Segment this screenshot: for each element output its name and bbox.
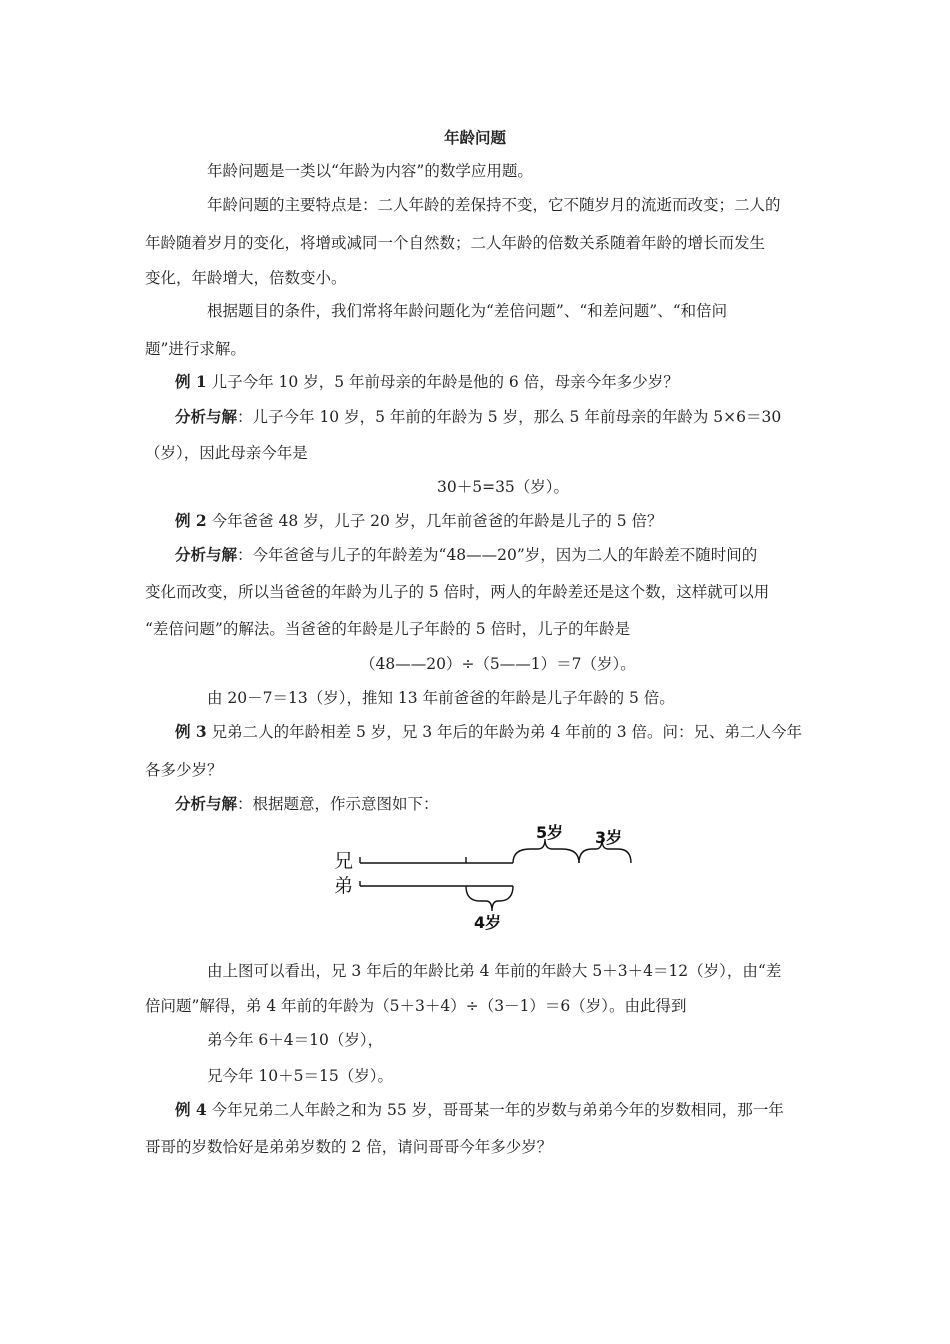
example-4-question-line-2: 哥哥的岁数恰好是弟弟岁数的 2 倍，请问哥哥今年多少岁？ [145, 1138, 553, 1156]
page-title: 年龄问题 [443, 128, 506, 147]
example-1-analysis-text: ：儿子今年 10 岁，5 年前的年龄为 5 岁，那么 5 年前母亲的年龄为 5×6＝30 [237, 408, 782, 426]
intro-paragraph-3-line-2: 题”进行求解。 [145, 340, 246, 358]
example-3-analysis-label: 分析与解 [175, 794, 238, 813]
age-diagram [330, 815, 640, 935]
example-2-question [175, 511, 663, 531]
example-3-label: 例 3 [175, 722, 207, 741]
example-1-question [175, 372, 679, 392]
diagram-line-older [360, 857, 513, 863]
diagram-brace-5 [513, 839, 579, 863]
example-2-question-text: 今年爸爸 48 岁，儿子 20 岁，几年前爸爸的年龄是儿子的 5 倍？ [206, 512, 663, 530]
example-3-question-text: 兄弟二人的年龄相差 5 岁，兄 3 年后的年龄为弟 4 年前的 3 倍。问：兄、弟二人今年 [206, 723, 802, 741]
intro-paragraph-1: 年龄问题是一类以“年龄为内容”的数学应用题。 [207, 162, 533, 180]
example-3-after-line-1: 由上图可以看出，兄 3 年后的年龄比弟 4 年前的年龄大 5＋3＋4＝12（岁），由“差 [207, 962, 782, 980]
example-3-after-line-4: 兄今年 10＋5＝15（岁）。 [207, 1067, 393, 1085]
example-3-after-line-2: 倍问题”解得，弟 4 年前的年龄为（5＋3＋4）÷（3－1）＝6（岁）。由此得到 [145, 997, 687, 1015]
intro-paragraph-2-line-1: 年龄问题的主要特点是：二人年龄的差保持不变，它不随岁月的流逝而改变；二人的 [207, 196, 781, 214]
diagram-label-older: 兄 [334, 850, 354, 872]
example-3-analysis-line-1 [175, 794, 439, 814]
intro-paragraph-2-line-3: 变化，年龄增大，倍数变小。 [145, 269, 347, 287]
diagram-brace-4 [466, 886, 513, 911]
example-3-question-line-1 [175, 722, 802, 742]
example-2-analysis-line-1 [175, 545, 757, 565]
example-2-conclusion: 由 20－7＝13（岁），推知 13 年前爸爸的年龄是儿子年龄的 5 倍。 [207, 689, 675, 707]
example-1-label: 例 1 [175, 372, 207, 391]
example-2-analysis-text: ：今年爸爸与儿子的年龄差为“48——20”岁，因为二人的年龄差不随时间的 [237, 546, 758, 564]
example-2-analysis-line-2: 变化而改变，所以当爸爸的年龄为儿子的 5 倍时，两人的年龄差还是这个数，这样就可以用 [145, 583, 770, 601]
example-1-question-text: 儿子今年 10 岁，5 年前母亲的年龄是他的 6 倍，母亲今年多少岁？ [206, 373, 679, 391]
example-3-question-line-2: 各多少岁？ [145, 761, 223, 779]
example-1-analysis-label: 分析与解 [175, 407, 238, 426]
example-4-question-line-1 [175, 1100, 784, 1120]
example-2-formula: （48——20）÷（5——1）＝7（岁）。 [360, 655, 636, 673]
example-1-analysis-line-1 [175, 407, 781, 427]
diagram-line-younger [360, 881, 513, 886]
example-2-analysis-label: 分析与解 [175, 545, 238, 564]
diagram-label-5: 5岁 [536, 823, 564, 842]
example-2-analysis-line-3: “差倍问题”的解法。当爸爸的年龄是儿子年龄的 5 倍时，儿子的年龄是 [145, 620, 631, 638]
intro-paragraph-2-line-2: 年龄随着岁月的变化，将增或减同一个自然数；二人年龄的倍数关系随着年龄的增长而发生 [145, 234, 766, 252]
example-2-label: 例 2 [175, 511, 207, 530]
example-3-analysis-text: ：根据题意，作示意图如下： [237, 795, 439, 813]
diagram-label-younger: 弟 [334, 875, 354, 897]
example-1-formula: 30＋5=35（岁）。 [437, 478, 570, 496]
diagram-label-3: 3岁 [595, 828, 623, 847]
example-4-question-text: 今年兄弟二人年龄之和为 55 岁，哥哥某一年的岁数与弟弟今年的岁数相同，那一年 [206, 1101, 784, 1119]
diagram-label-4: 4岁 [474, 913, 502, 932]
example-4-label: 例 4 [175, 1100, 207, 1119]
example-3-after-line-3: 弟今年 6＋4＝10（岁）， [207, 1031, 384, 1049]
intro-paragraph-3-line-1: 根据题目的条件，我们常将年龄问题化为“差倍问题”、“和差问题”、“和倍问 [207, 302, 728, 320]
example-1-analysis-line-2: （岁），因此母亲今年是 [145, 444, 308, 462]
